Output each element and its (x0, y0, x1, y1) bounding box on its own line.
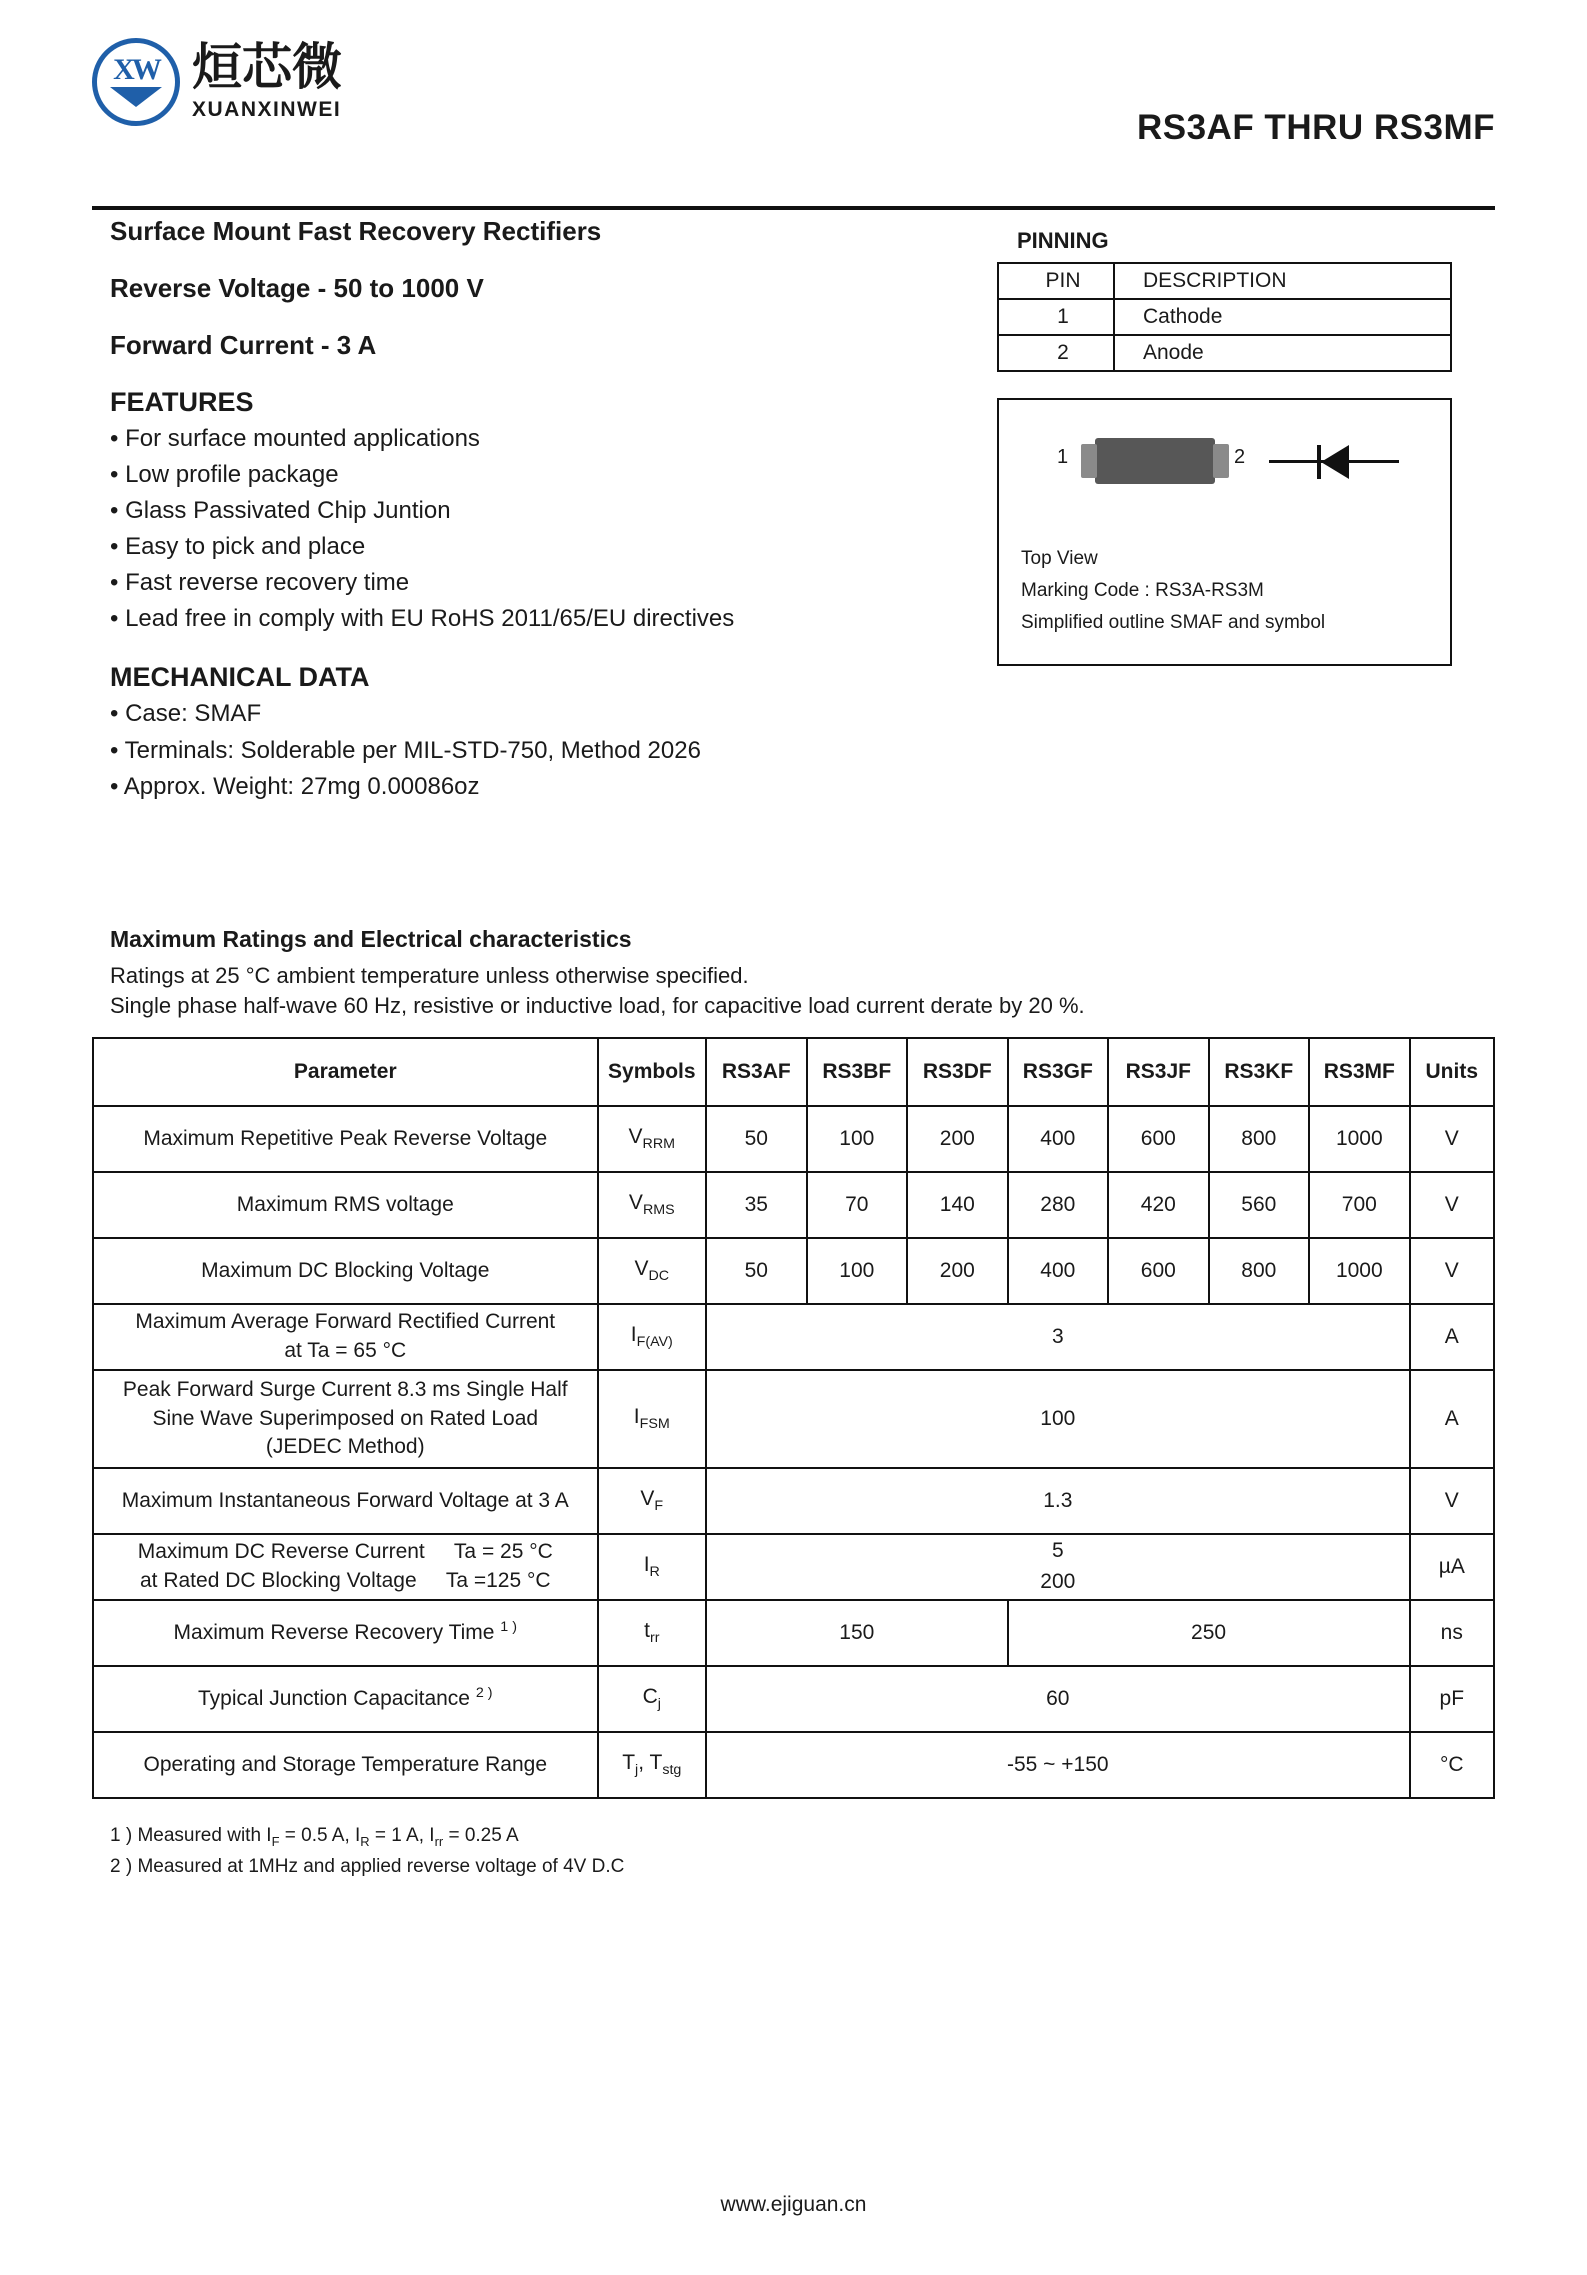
feature-item: • Easy to pick and place (110, 533, 366, 561)
pin-description: Cathode (1114, 299, 1451, 335)
col-header-units: Units (1410, 1038, 1494, 1106)
symbol-sub: j (635, 1762, 639, 1779)
row-symbol (598, 1468, 707, 1534)
symbol-sub: RRM (642, 1136, 676, 1153)
symbol-main: V (634, 1257, 649, 1281)
page-header (92, 30, 1495, 180)
row-symbol: $T_j$, $T_{stg}$ (598, 1732, 707, 1798)
col-header-rs3mf: RS3MF (1309, 1038, 1410, 1106)
pin-description: Anode (1114, 335, 1451, 371)
features-title: FEATURES (110, 387, 254, 417)
row-parameter: Maximum RMS voltage (93, 1172, 598, 1238)
row-value: 140 (907, 1172, 1008, 1238)
row-value: 50 (706, 1106, 807, 1172)
row-symbol (598, 1666, 707, 1732)
electrical-characteristics-table (92, 1037, 1495, 1799)
footnote-2: 2 ) Measured at 1MHz and applied reverse voltage of 4V D.C (110, 1856, 625, 1878)
row-symbol (598, 1304, 707, 1370)
row-value: 200 (907, 1106, 1008, 1172)
row-value: 420 (1108, 1172, 1209, 1238)
table-row (93, 1106, 1494, 1172)
footnote-1: 1 ) Measured with $I_F = 0.5$ A, $I_R = 1$ A, $I_{rr} = 0.25$ A (110, 1824, 519, 1849)
pinning-section (997, 228, 1457, 666)
row-units: A (1410, 1370, 1494, 1468)
pin-col-header: PIN (998, 263, 1114, 299)
symbol-sub: R (649, 1564, 660, 1581)
diode-symbol-icon (1269, 440, 1399, 482)
mechanical-title: MECHANICAL DATA (110, 662, 370, 693)
row-value: 400 (1008, 1238, 1109, 1304)
row-value-split: 250 (1008, 1600, 1410, 1666)
intro-line-2: Reverse Voltage - 50 to 1000 V (110, 273, 484, 303)
row-units: V (1410, 1172, 1494, 1238)
row-value-merged: -55 ~ +150 (706, 1732, 1410, 1798)
symbol-triangle (1321, 445, 1349, 479)
feature-item: • Glass Passivated Chip Juntion (110, 497, 451, 525)
diagram-note-outline: Simplified outline SMAF and symbol (1021, 612, 1326, 633)
row-symbol (598, 1370, 707, 1468)
row-units: A (1410, 1304, 1494, 1370)
row-value: 50 (706, 1238, 807, 1304)
row-value: 35 (706, 1172, 807, 1238)
footnote-marker: 2 ) (475, 1685, 493, 1702)
row-parameter: Maximum DC Blocking Voltage (93, 1238, 598, 1304)
col-header-parameter: Parameter (93, 1038, 598, 1106)
row-value-merged: 5 200 (706, 1534, 1410, 1600)
content-area (92, 180, 1495, 804)
row-value-merged: 1.3 (706, 1468, 1410, 1534)
row-value: 800 (1209, 1238, 1310, 1304)
row-value: 100 (807, 1106, 908, 1172)
row-parameter: Maximum Average Forward Rectified Current at Ta = 65 °C (93, 1304, 598, 1370)
symbol-main-2: T (649, 1751, 663, 1775)
row-value-merged: 60 (706, 1666, 1410, 1732)
pin-number: 2 (998, 335, 1114, 371)
row-parameter: Peak Forward Surge Current 8.3 ms Single Half Sine Wave Superimposed on Rated Load (JEDEC Method) (93, 1370, 598, 1468)
symbol-main: C (642, 1685, 658, 1709)
row-parameter: Maximum DC Reverse Current Ta = 25 °C at Rated DC Blocking Voltage Ta =125 °C (93, 1534, 598, 1600)
symbol-sub: rr (649, 1630, 660, 1647)
part-number-title: RS3AF THRU RS3MF (1136, 108, 1495, 147)
row-symbol (598, 1106, 707, 1172)
desc-col-header: DESCRIPTION (1114, 263, 1451, 299)
table-row (93, 1534, 1494, 1600)
row-symbol (598, 1534, 707, 1600)
row-value-split: 150 (706, 1600, 1008, 1666)
col-header-rs3bf: RS3BF (807, 1038, 908, 1106)
ratings-subline-2: Single phase half-wave 60 Hz, resistive or inductive load, for capacitive load current derate by 20 %. (110, 992, 1085, 1018)
table-row (93, 1370, 1494, 1468)
table-row (93, 1666, 1494, 1732)
row-units: ns (1410, 1600, 1494, 1666)
pin-number: 1 (998, 299, 1114, 335)
row-units: µA (1410, 1534, 1494, 1600)
table-row (93, 1468, 1494, 1534)
row-parameter-text: Typical Junction Capacitance (198, 1687, 470, 1711)
row-value: 200 (907, 1238, 1008, 1304)
row-value: 600 (1108, 1238, 1209, 1304)
row-value: 1000 (1309, 1106, 1410, 1172)
diagram-pin1-label: 1 (1057, 446, 1069, 468)
symbol-main: t (644, 1619, 650, 1643)
table-header-row (998, 263, 1451, 299)
symbol-sub: FSM (639, 1416, 670, 1433)
row-value: 700 (1309, 1172, 1410, 1238)
col-header-rs3df: RS3DF (907, 1038, 1008, 1106)
symbol-sub: RMS (642, 1202, 675, 1219)
row-parameter: Maximum Repetitive Peak Reverse Voltage (93, 1106, 598, 1172)
col-header-rs3af: RS3AF (706, 1038, 807, 1106)
symbol-main: I (643, 1553, 650, 1577)
table-row (93, 1600, 1494, 1666)
pinning-table (997, 262, 1452, 372)
row-symbol (598, 1172, 707, 1238)
package-outline-diagram (997, 398, 1452, 666)
ratings-title: Maximum Ratings and Electrical characteristics (110, 925, 632, 952)
row-parameter-text: Maximum Reverse Recovery Time (173, 1621, 495, 1645)
company-logo (92, 38, 342, 126)
table-header-row (93, 1038, 1494, 1106)
ratings-subline-1: Ratings at 25 °C ambient temperature unless otherwise specified. (110, 962, 749, 988)
logo-mark-icon (92, 38, 180, 126)
table-row (998, 335, 1451, 371)
intro-line-1: Surface Mount Fast Recovery Rectifiers (110, 216, 602, 246)
row-symbol (598, 1600, 707, 1666)
symbol-main: T (622, 1751, 636, 1775)
symbol-sub: F (654, 1498, 664, 1515)
table-row (93, 1172, 1494, 1238)
row-units: V (1410, 1238, 1494, 1304)
row-parameter (93, 1600, 598, 1666)
datasheet-page (0, 30, 1587, 2275)
symbol-main: I (633, 1405, 640, 1429)
row-value-merged: 100 (706, 1370, 1410, 1468)
feature-item: • Low profile package (110, 461, 339, 489)
footnotes (110, 1821, 1495, 1883)
logo-triangle-shape (110, 87, 162, 107)
symbol-sub: j (657, 1696, 661, 1713)
ratings-section (92, 806, 1495, 1883)
footnote-marker: 1 ) (500, 1619, 517, 1636)
diagram-pin2-label: 2 (1234, 446, 1246, 468)
symbol-sub: DC (648, 1268, 670, 1285)
feature-item: • Lead free in comply with EU RoHS 2011/65/EU directives (110, 605, 735, 633)
footer-url[interactable]: www.ejiguan.cn (720, 2193, 867, 2216)
symbol-main: I (630, 1323, 637, 1347)
intro-line-3: Forward Current - 3 A (110, 330, 377, 360)
pinning-label: PINNING (1017, 228, 1109, 253)
row-parameter: Maximum Instantaneous Forward Voltage at 3 A (93, 1468, 598, 1534)
row-parameter (93, 1666, 598, 1732)
row-units: pF (1410, 1666, 1494, 1732)
row-symbol (598, 1238, 707, 1304)
row-value: 800 (1209, 1106, 1310, 1172)
col-header-symbols: Symbols (598, 1038, 707, 1106)
row-value: 1000 (1309, 1238, 1410, 1304)
smaf-package-icon (1095, 438, 1215, 484)
symbol-sub: F(AV) (636, 1334, 673, 1351)
symbol-sub-2: stg (662, 1762, 682, 1779)
row-units: V (1410, 1468, 1494, 1534)
table-row (93, 1238, 1494, 1304)
row-value: 280 (1008, 1172, 1109, 1238)
table-row (93, 1304, 1494, 1370)
mechanical-item: • Case: SMAF (110, 700, 262, 728)
company-name-cn: 烜芯微 (192, 38, 342, 96)
mechanical-item: • Terminals: Solderable per MIL-STD-750, Method 2026 (110, 736, 701, 764)
feature-item: • For surface mounted applications (110, 425, 480, 452)
col-header-rs3gf: RS3GF (1008, 1038, 1109, 1106)
row-value: 70 (807, 1172, 908, 1238)
row-units: °C (1410, 1732, 1494, 1798)
table-row (998, 299, 1451, 335)
company-name-en: XUANXINWEI (192, 98, 342, 121)
diagram-note-topview: Top View (1021, 548, 1098, 569)
feature-item: • Fast reverse recovery time (110, 569, 410, 597)
col-header-rs3kf: RS3KF (1209, 1038, 1310, 1106)
diagram-note-marking: Marking Code : RS3A-RS3M (1021, 580, 1264, 601)
row-value: 560 (1209, 1172, 1310, 1238)
row-units: V (1410, 1106, 1494, 1172)
symbol-main: V (640, 1487, 655, 1511)
symbol-main: V (628, 1125, 643, 1149)
row-value: 400 (1008, 1106, 1109, 1172)
table-row (93, 1732, 1494, 1798)
symbol-cathode-bar (1317, 445, 1321, 479)
col-header-rs3jf: RS3JF (1108, 1038, 1209, 1106)
row-parameter: Operating and Storage Temperature Range (93, 1732, 598, 1798)
mechanical-item: • Approx. Weight: 27mg 0.00086oz (110, 772, 480, 800)
row-value: 600 (1108, 1106, 1209, 1172)
row-value-merged: 3 (706, 1304, 1410, 1370)
left-column (92, 216, 972, 804)
logo-monogram: XW (113, 53, 159, 86)
symbol-main: V (628, 1191, 643, 1215)
row-value: 100 (807, 1238, 908, 1304)
